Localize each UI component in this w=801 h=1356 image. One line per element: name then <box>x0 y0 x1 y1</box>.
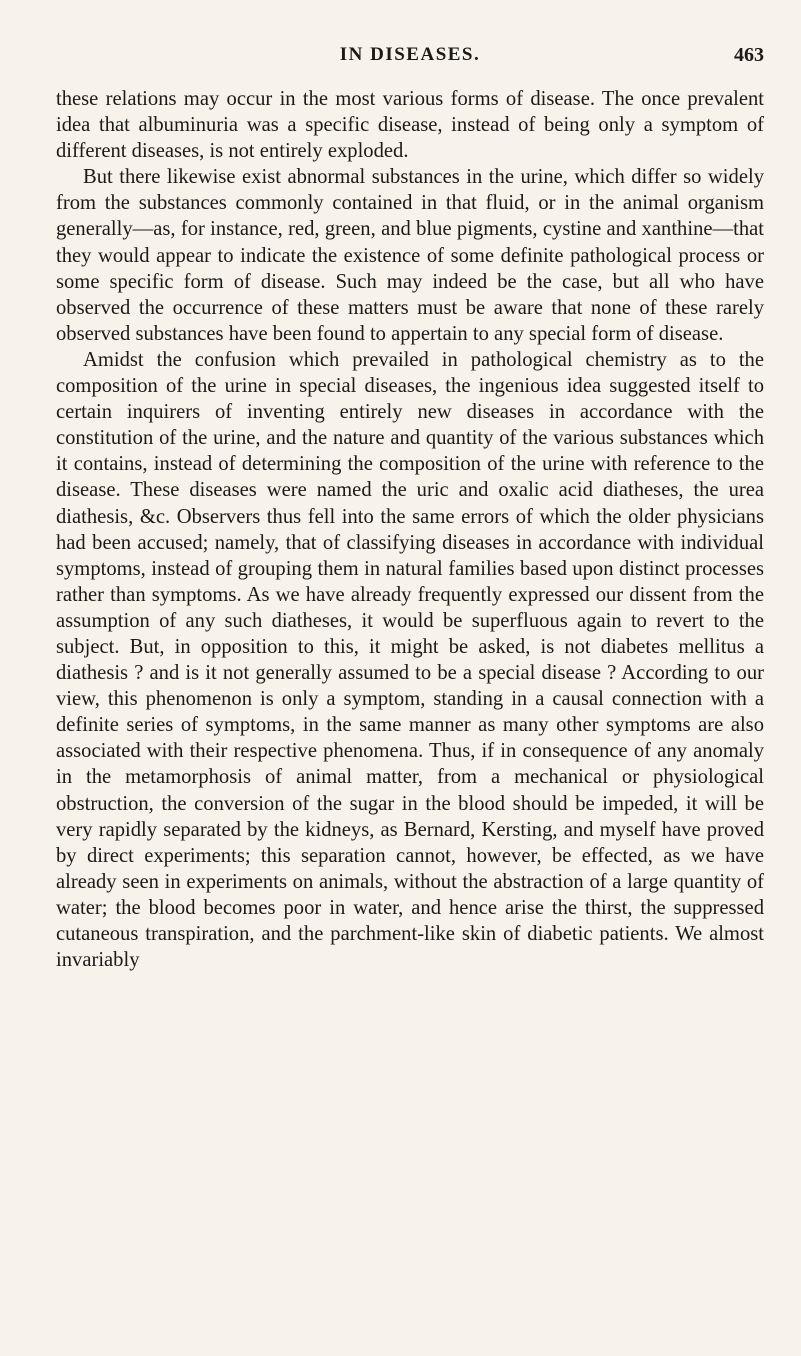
running-head <box>56 44 764 74</box>
paragraph-continued: these relations may occur in the most various forms of disease. The once prevalent idea that albuminuria was a specific disease, instead of being only a symptom of different diseases, is not entirely exploded. <box>56 88 764 163</box>
page-number: 463 <box>734 44 764 66</box>
paragraph-diatheses: Amidst the confusion which prevailed in pathological chemistry as to the composition of the urine in special diseases, the ingenious idea suggested itself to certain inquirers of inventing entirely new diseases in accordance with the constitution of the urine, and the nature and quantity of the various substances which it contains, instead of determining the composition of the urine with reference to the disease. These diseases were named the uric and oxalic acid diatheses, the urea diathesis, &c. Observers thus fell into the same errors of which the older physicians had been accused; namely, that of classifying diseases in accordance with individual symptoms, instead of grouping them in natural families based upon distinct processes rather than symptoms. As we have already frequently expressed our dissent from the assumption of any such diatheses, it would be superfluous again to revert to the subject. But, in opposition to this, it might be asked, is not diabetes mellitus a diathesis ? and is it not generally assumed to be a special disease ? According to our view, this phenomenon is only a symptom, standing in a causal connection with a definite series of symptoms, in the same manner as many other symptoms are also associated with their respective phenomena. Thus, if in consequence of any anomaly in the metamorphosis of animal matter, from a mechanical or physiological obstruction, the conversion of the sugar in the blood should be impeded, it will be very rapidly separated by the kidneys, as Bernard, Kersting, and myself have proved by direct experiments; this separation cannot, however, be effected, as we have already seen in experiments on animals, without the abstraction of a large quantity of water; the blood becomes poor in water, and hence arise the thirst, the suppressed cutaneous transpiration, and the parchment-like skin of diabetic patients. We almost invariably <box>56 348 764 972</box>
body-text <box>56 86 764 973</box>
paragraph-abnormal-substances: But there likewise exist abnormal substances in the urine, which differ so widely from the substances commonly contained in that fluid, or in the animal organism generally—as, for instance, red, green, and blue pigments, cystine and xanthine—that they would appear to indicate the existence of some definite pathological process or some specific form of disease. Such may indeed be the case, but all who have observed the occurrence of these matters must be aware that none of these rarely observed substances have been found to appertain to any special form of disease. <box>56 166 764 345</box>
running-title: IN DISEASES. <box>339 44 481 65</box>
